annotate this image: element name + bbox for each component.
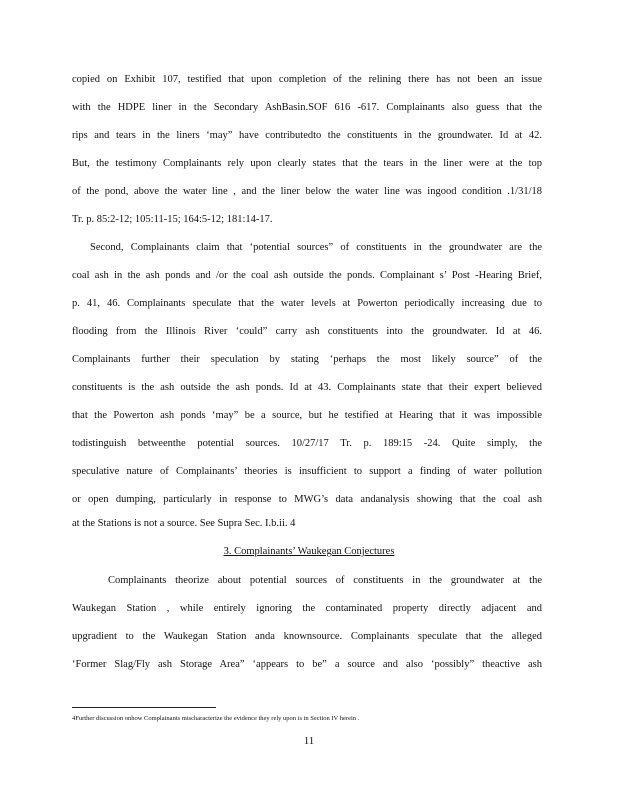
paragraph-line: Complainants theorize about potential sources of constituents in the groundwater at the — [108, 575, 542, 586]
paragraph-line: Waukegan Station , while entirely ignoring the contaminated property directly adjacent and — [72, 603, 542, 614]
page-number: 11 — [303, 735, 315, 747]
paragraph-line: ‘Former Slag/Fly ash Storage Area” ‘appears to be” a source and also ‘possibly” theactive ash — [72, 659, 542, 670]
paragraph-line: rips and tears in the liners ‘may” have contributedto the constituents in the groundwater. Id at 42. — [72, 130, 542, 141]
paragraph-line: that the Powerton ash ponds ‘may” be a source, but he testified at Hearing that it was impossible — [72, 410, 542, 421]
paragraph-line: or open dumping, particularly in response to MWG’s data andanalysis showing that the coal ash — [72, 494, 542, 505]
paragraph-line: coal ash in the ash ponds and /or the coal ash outside the ponds. Complainant s’ Post -Hearing Brief, — [72, 270, 542, 281]
paragraph-line: Complainants further their speculation by stating ‘perhaps the most likely source” of the — [72, 354, 542, 365]
footnote: 4Further discussion onhow Complainants mischaracterize the evidence they rely upon is in Section IV herein . — [72, 715, 360, 722]
footnote-separator — [72, 707, 216, 708]
paragraph-line: But, the testimony Complainants rely upon clearly states that the tears in the liner were at the top — [72, 158, 542, 169]
paragraph-line: speculative nature of Complainants’ theories is insufficient to support a finding of water pollution — [72, 466, 542, 477]
paragraph-line: of the pond, above the water line , and the liner below the water line was ingood condition .1/31/18 — [72, 186, 542, 197]
paragraph-line: todistinguish betweenthe potential sources. 10/27/17 Tr. p. 189:15 -24. Quite simply, the — [72, 438, 542, 449]
paragraph-line: upgradient to the Waukegan Station anda knownsource. Complainants speculate that the alleged — [72, 631, 542, 642]
paragraph-line: with the HDPE liner in the Secondary AshBasin.SOF 616 -617. Complainants also guess that the — [72, 102, 542, 113]
section-heading: 3. Complainants’ Waukegan Conjectures — [223, 546, 395, 557]
paragraph-line: p. 41, 46. Complainants speculate that the water levels at Powerton periodically increasing due to — [72, 298, 542, 309]
paragraph-line: copied on Exhibit 107, testified that upon completion of the relining there has not been an issue — [72, 74, 542, 85]
paragraph-line: Second, Complainants claim that ‘potential sources” of constituents in the groundwater are the — [90, 242, 542, 253]
paragraph-line: flooding from the Illinois River ‘could” carry ash constituents into the groundwater. Id at 46. — [72, 326, 542, 337]
paragraph-line: Tr. p. 85:2-12; 105:11-15; 164:5-12; 181:14-17. — [72, 214, 273, 225]
paragraph-line: at the Stations is not a source. See Supra Sec. I.b.ii. 4 — [72, 518, 296, 529]
paragraph-line: constituents is the ash outside the ash ponds. Id at 43. Complainants state that their expert believed — [72, 382, 542, 393]
